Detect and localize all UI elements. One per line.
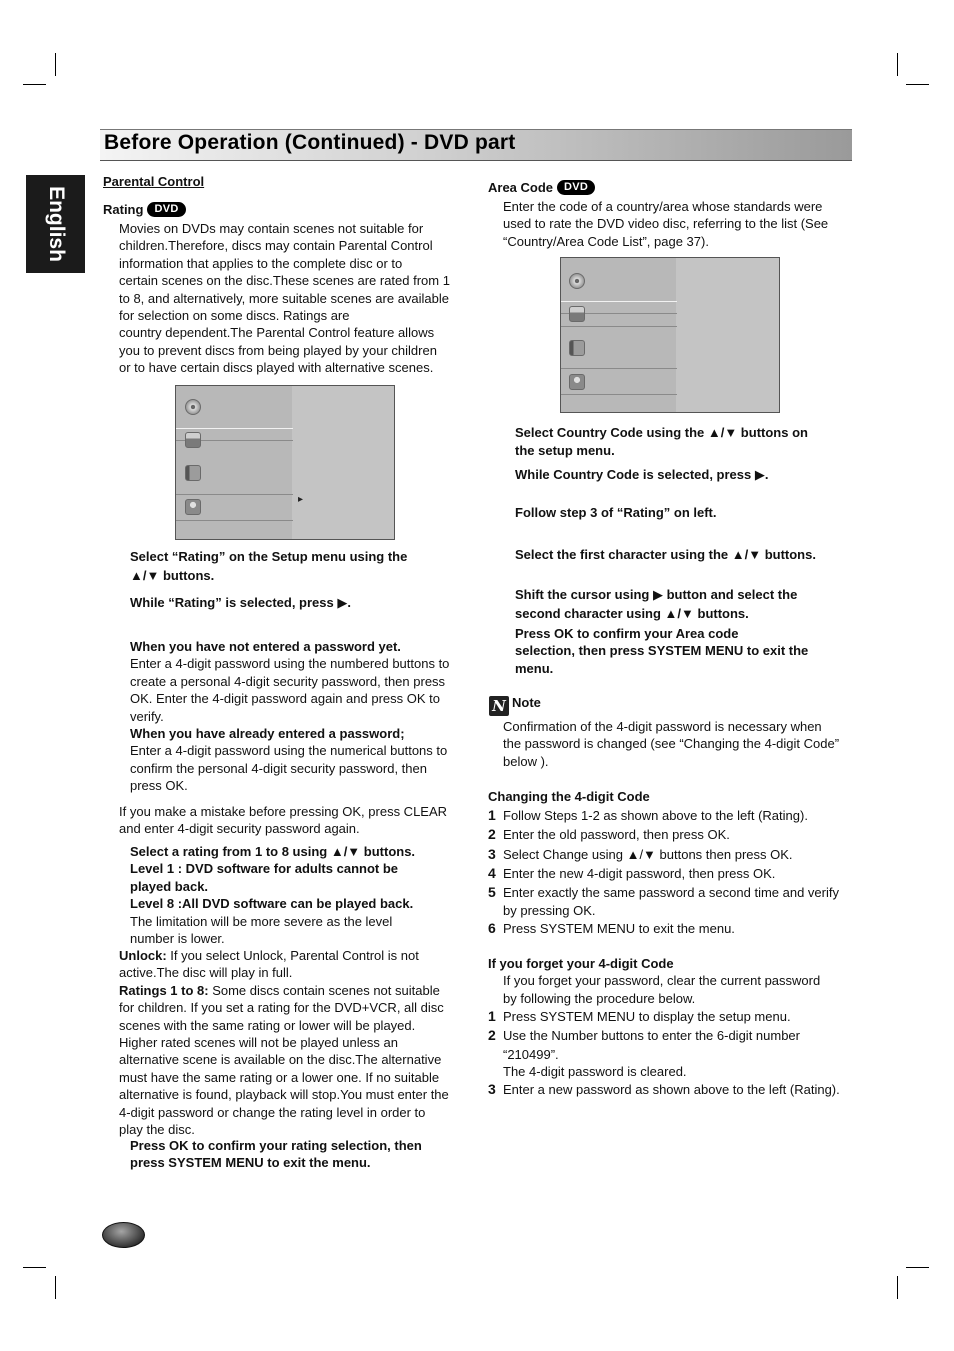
forget-line: If you forget your password, clear the current password: [503, 973, 821, 989]
film-icon: [569, 340, 585, 356]
ratings-line: play the disc.: [119, 1122, 195, 1138]
case1-line: Enter a 4-digit password using the numbered buttons to: [130, 656, 450, 672]
ratings-line: 4-digit password or change the rating level in order to: [119, 1104, 426, 1120]
change-step-1: 1 Follow Steps 1-2 as shown above to the left (Rating).: [488, 807, 808, 824]
rating-line: children.Therefore, discs may contain Parental Control: [119, 238, 433, 254]
area-code-label: Area Code: [488, 180, 554, 195]
area-code-description: [503, 198, 853, 250]
menu-row-divider: [176, 428, 293, 429]
case2-line: press OK.: [130, 778, 188, 794]
area-step5-line: second character using ▲/▼ buttons.: [515, 606, 749, 622]
crop-mark: [23, 84, 46, 85]
level1-line: Level 1 : DVD software for adults cannot be: [130, 861, 398, 877]
area-step3-text: Follow step 3 of “Rating” on left.: [515, 505, 717, 521]
crop-mark: [906, 1267, 929, 1268]
menu-arrow-icon: ▸: [298, 494, 304, 505]
change-code-section: [488, 787, 853, 938]
case1-line: OK. Enter the 4-digit password again and press OK to: [130, 691, 441, 707]
case1-title: When you have not entered a password yet.: [130, 639, 401, 654]
area-line: used to rate the DVD video disc, referring to the list (See: [503, 216, 829, 232]
final-line: press SYSTEM MENU to exit the menu.: [130, 1155, 371, 1171]
rating-heading: [103, 201, 463, 218]
level8-text: Level 8 :All DVD software can be played back.: [130, 896, 414, 912]
page-title: Before Operation (Continued) - DVD part: [104, 131, 516, 154]
unlock-label: Unlock:: [119, 948, 167, 963]
note-icon: N: [489, 696, 509, 716]
rating-levels: [130, 843, 465, 947]
section-title-parental-control: Parental Control: [103, 174, 205, 189]
forget-step-1: 1 Press SYSTEM MENU to display the setup menu.: [488, 1008, 791, 1025]
setup-menu-screenshot-area-code: [560, 257, 780, 413]
area-step6-line: selection, then press SYSTEM MENU to exit the: [515, 643, 809, 659]
forget-code-title: If you forget your 4-digit Code: [488, 956, 674, 971]
area-step5-line: Shift the cursor using ▶ button and select the: [515, 587, 798, 603]
rating-line: country dependent.The Parental Control feature allows: [119, 325, 435, 341]
menu-row-divider: [561, 368, 677, 369]
ratings-line: alternative scene is available on the disc.The alternative: [119, 1052, 442, 1068]
rating-steps: [130, 548, 465, 611]
forget-step-2-cont: “210499”.: [503, 1046, 559, 1062]
note-line: the password is changed (see “Changing the 4-digit Code”: [503, 736, 840, 752]
step1-line: ▲/▼ buttons.: [130, 568, 215, 584]
unlock-line: active.The disc will play in full.: [119, 965, 293, 981]
change-step-5-cont: by pressing OK.: [503, 903, 596, 919]
dvd-badge: DVD: [147, 202, 185, 217]
password-cases: [130, 638, 465, 795]
language-tab-label: English: [44, 186, 68, 262]
mistake-line: If you make a mistake before pressing OK, press CLEAR: [119, 804, 448, 819]
ratings-line: Ratings 1 to 8: Some discs contain scenes not suitable: [119, 982, 440, 998]
crop-mark: [23, 1267, 46, 1268]
area-step6-line: Press OK to confirm your Area code: [515, 625, 739, 641]
area-step1-line: Select Country Code using the ▲/▼ buttons on: [515, 425, 808, 440]
rating-line: information that applies to the complete disc or to: [119, 255, 403, 271]
forget-step-3: 3 Enter a new password as shown above to the left (Rating).: [488, 1081, 840, 1098]
case1-line: verify.: [130, 708, 164, 724]
unlock-ratings-description: [119, 947, 464, 1138]
settings-icon: [185, 499, 201, 515]
ratings-line: for children. If you set a rating for the DVD+VCR, all disc: [119, 1000, 444, 1016]
case2-title: When you have already entered a password;: [130, 726, 405, 742]
ratings-line: alternative is found, playback will stop.You must enter the: [119, 1087, 449, 1103]
change-step-4: 4 Enter the new 4-digit password, then press OK.: [488, 864, 776, 881]
crop-mark: [55, 53, 56, 76]
unlock-line: Unlock: If you select Unlock, Parental Control is not: [119, 948, 419, 963]
film-icon: [185, 465, 201, 481]
menu-row-divider: [561, 301, 677, 302]
menu-options-panel: [292, 386, 394, 539]
note-line: below ).: [503, 753, 549, 769]
mistake-note: [119, 803, 464, 838]
lock-icon: [569, 306, 585, 322]
change-step-2: 2 Enter the old password, then press OK.: [488, 826, 730, 843]
forget-step-2-cont: The 4-digit password is cleared.: [503, 1064, 687, 1080]
crop-mark: [897, 53, 898, 76]
level1-line: played back.: [130, 878, 209, 894]
step1-line: Select “Rating” on the Setup menu using the: [130, 549, 408, 564]
area-line: Enter the code of a country/area whose standards were: [503, 199, 823, 214]
setup-menu-screenshot-rating: [175, 385, 395, 540]
menu-row-divider: [561, 326, 677, 327]
rating-line: you to prevent discs from being played by your children: [119, 342, 437, 358]
menu-options-panel: [676, 258, 779, 412]
area-step1-line: the setup menu.: [515, 443, 615, 459]
final-step: [130, 1137, 465, 1172]
area-code-heading: [488, 179, 848, 196]
menu-row-divider: [561, 394, 677, 395]
forget-step-2: 2 Use the Number buttons to enter the 6-digit number: [488, 1027, 800, 1044]
area-line: “Country/Area Code List”, page 37).: [503, 233, 709, 249]
case2-line: confirm the personal 4-digit security password, then: [130, 760, 427, 776]
rating-line: Movies on DVDs may contain scenes not suitable for: [119, 221, 424, 236]
rating-label: Rating: [103, 202, 144, 218]
change-code-title: Changing the 4-digit Code: [488, 789, 650, 804]
rating-line: or to have certain discs played with alternative scenes.: [119, 360, 434, 376]
area-step4-text: Select the first character using the ▲/▼ buttons.: [515, 546, 816, 562]
change-step-3: 3 Select Change using ▲/▼ buttons then press OK.: [488, 845, 793, 862]
step2-text: While “Rating” is selected, press ▶.: [130, 594, 351, 610]
menu-row-divider: [176, 494, 293, 495]
lock-icon: [185, 432, 201, 448]
select-rating-text: Select a rating from 1 to 8 using ▲/▼ buttons.: [130, 844, 416, 859]
case2-line: Enter a 4-digit password using the numerical buttons to: [130, 743, 448, 759]
note-block: [489, 694, 854, 716]
ratings-line: scenes with the same rating or lower will be played.: [119, 1017, 416, 1033]
ratings-line: must have the same rating or a lower one. If no suitable: [119, 1069, 440, 1085]
dvd-badge: DVD: [557, 180, 595, 195]
rating-line: to 8, and alternatively, more suitable scenes are available: [119, 290, 450, 306]
rating-description: [119, 220, 464, 377]
note-title: Note: [512, 695, 541, 710]
language-tab: [26, 175, 85, 273]
mistake-line: and enter 4-digit security password again.: [119, 821, 360, 837]
note-text: [503, 718, 855, 770]
change-step-5: 5 Enter exactly the same password a second time and verify: [488, 884, 839, 901]
change-step-6: 6 Press SYSTEM MENU to exit the menu.: [488, 920, 735, 937]
forget-code-section: [488, 955, 853, 1100]
limitation-line: The limitation will be more severe as the level: [130, 913, 393, 929]
crop-mark: [897, 1276, 898, 1299]
page-number-oval: [102, 1222, 145, 1248]
rating-line: for selection on some discs. Ratings are: [119, 308, 350, 324]
area-code-steps: [515, 424, 855, 677]
limitation-line: number is lower.: [130, 931, 225, 947]
crop-mark: [55, 1276, 56, 1299]
case1-line: create a personal 4-digit security password, then press: [130, 673, 446, 689]
crop-mark: [906, 84, 929, 85]
page-header: [100, 129, 852, 161]
ratings-label: Ratings 1 to 8:: [119, 982, 209, 998]
disc-icon: [185, 399, 201, 415]
note-line: Confirmation of the 4-digit password is necessary when: [503, 719, 822, 734]
forget-line: by following the procedure below.: [503, 990, 696, 1006]
rating-line: certain scenes on the disc.These scenes are rated from 1: [119, 273, 450, 289]
final-line: Press OK to confirm your rating selection, then: [130, 1138, 422, 1153]
settings-icon: [569, 374, 585, 390]
left-column: [103, 173, 463, 219]
menu-row-divider: [176, 520, 293, 521]
disc-icon: [569, 273, 585, 289]
ratings-line: Higher rated scenes will not be played unless an: [119, 1035, 398, 1051]
area-step2-text: While Country Code is selected, press ▶.: [515, 466, 769, 482]
area-step6-line: menu.: [515, 660, 554, 676]
